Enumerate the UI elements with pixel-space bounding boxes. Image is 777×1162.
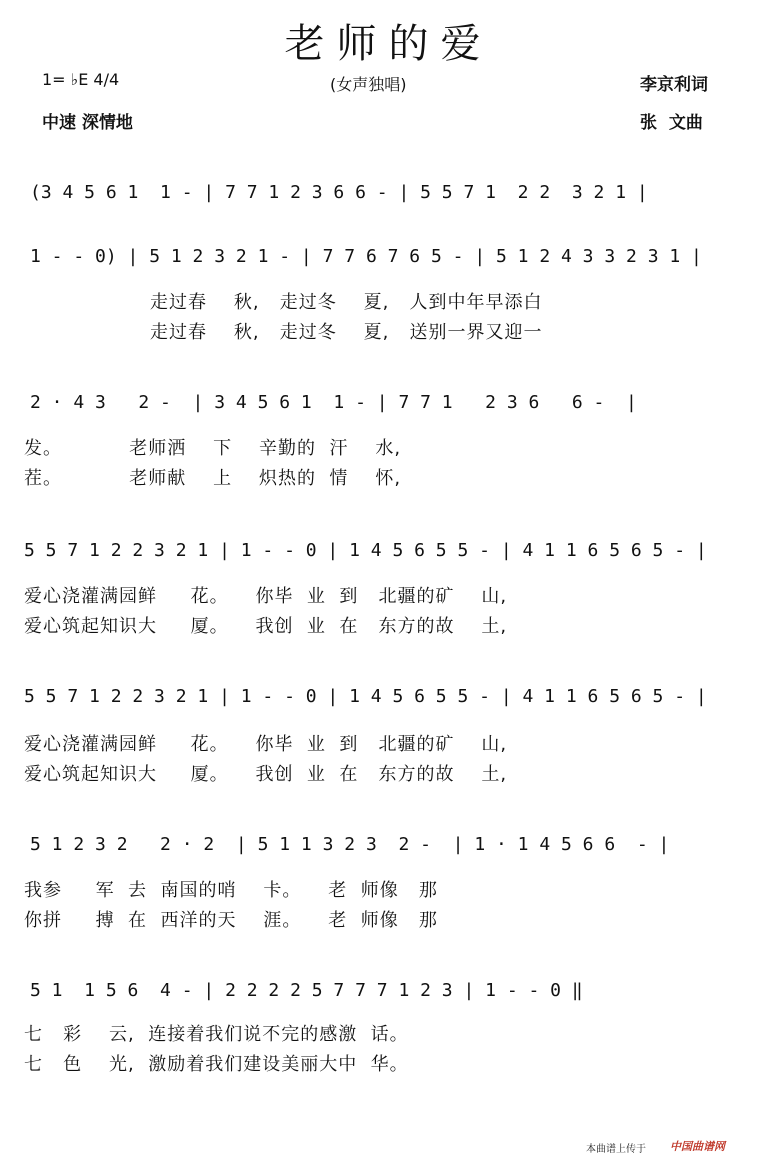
lyric-line: 七 色 光, 激励着我们建设美丽大中 华。	[24, 1054, 409, 1075]
subtitle: (女声独唱)	[330, 75, 407, 94]
lyricist: 李京利词	[640, 75, 708, 95]
notation-line: 5 5 7 1 2 2 3 2 1 | 1 - - 0 | 1 4 5 6 5 5 - | 4 1 1 6 5 6 5 - |	[24, 686, 707, 707]
lyric-line: 爱心浇灌满园鲜 花。 你毕 业 到 北疆的矿 山,	[24, 586, 508, 607]
lyric-line: 我参 军 去 南国的哨 卡。 老 师像 那	[24, 880, 438, 901]
tempo-marking: 中速 深情地	[42, 113, 133, 133]
lyric-line: 爱心筑起知识大 厦。 我创 业 在 东方的故 土,	[24, 764, 508, 785]
notation-line: 1 - - 0) | 5 1 2 3 2 1 - | 7 7 6 7 6 5 - | 5 1 2 4 3 3 2 3 1 |	[30, 246, 702, 267]
notation-line: 5 1 1 5 6 4 - | 2 2 2 2 5 7 7 7 1 2 3 | 1 - - 0 ‖	[30, 980, 583, 1001]
site-logo[interactable]: 中国曲谱网	[670, 1140, 725, 1153]
lyric-line: 爱心筑起知识大 厦。 我创 业 在 东方的故 土,	[24, 616, 508, 637]
lyric-line: 走过春 秋, 走过冬 夏, 人到中年早添白	[150, 292, 543, 313]
key-signature: 1= ♭E 4/4	[42, 70, 120, 89]
song-title: 老师的爱	[284, 21, 493, 67]
lyric-line: 你拼 搏 在 西洋的天 涯。 老 师像 那	[24, 910, 438, 931]
lyric-line: 发。 老师洒 下 辛勤的 汗 水,	[24, 438, 402, 459]
notation-line: (3 4 5 6 1 1 - | 7 7 1 2 3 6 6 - | 5 5 7 1 2 2 3 2 1 |	[30, 182, 648, 203]
lyric-line: 七 彩 云, 连接着我们说不完的感激 话。	[24, 1024, 409, 1045]
lyric-line: 爱心浇灌满园鲜 花。 你毕 业 到 北疆的矿 山,	[24, 734, 508, 755]
notation-line: 5 1 2 3 2 2 · 2 | 5 1 1 3 2 3 2 - | 1 · 1 4 5 6 6 - |	[30, 834, 670, 855]
notation-line: 5 5 7 1 2 2 3 2 1 | 1 - - 0 | 1 4 5 6 5 5 - | 4 1 1 6 5 6 5 - |	[24, 540, 707, 561]
lyric-line: 茬。 老师献 上 炽热的 情 怀,	[24, 468, 402, 489]
upload-note: 本曲谱上传于	[586, 1144, 646, 1155]
lyric-line: 走过春 秋, 走过冬 夏, 送别一界又迎一	[150, 322, 543, 343]
notation-line: 2 · 4 3 2 - | 3 4 5 6 1 1 - | 7 7 1 2 3 6 6 - |	[30, 392, 637, 413]
composer: 张 文曲	[640, 113, 703, 133]
